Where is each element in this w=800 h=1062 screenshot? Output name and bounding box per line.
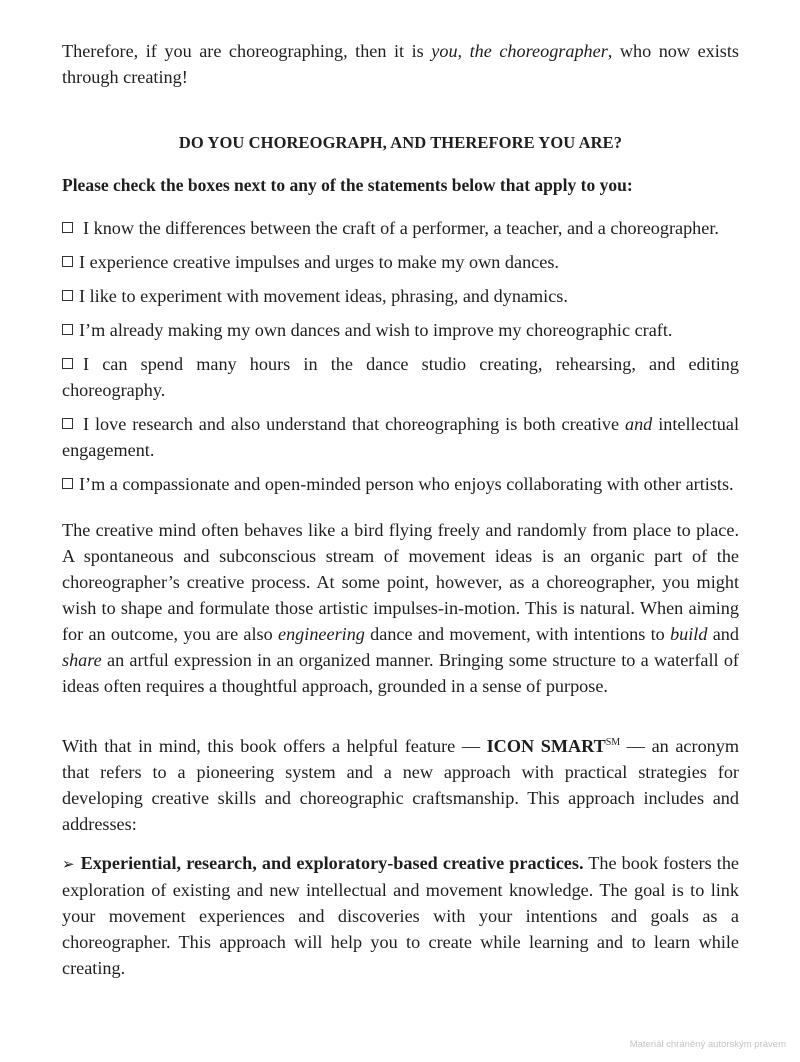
checklist-item-text: I know the differences between the craft of a performer, a teacher, and a choreographer. [83, 218, 719, 238]
body-paragraph-icon-smart [62, 733, 739, 837]
para-text: dance and movement, with intentions to [364, 624, 671, 644]
checklist-item-italic: and [624, 414, 653, 434]
para-text: an artful expression in an organized manner. Bringing some structure to a waterfall of ideas often requires a thoughtful approach, grounded in a sense of purpose. [62, 650, 739, 696]
service-mark: SM [605, 737, 621, 748]
checkbox[interactable] [62, 358, 73, 369]
checklist-item-text: I’m a compassionate and open-minded person who enjoys collaborating with other artists. [79, 474, 734, 494]
checklist-item [62, 317, 739, 343]
para-italic: share [62, 650, 102, 670]
checklist-item-text: I can spend many hours in the dance studio creating, rehearsing, and editing choreography. [62, 354, 739, 400]
checklist-item [62, 411, 739, 463]
section-heading: DO YOU CHOREOGRAPH, AND THEREFORE YOU ARE? [178, 133, 623, 152]
checkbox[interactable] [62, 478, 73, 489]
checkbox[interactable] [62, 324, 73, 335]
intro-text: Therefore, if you are choreographing, then it is [62, 41, 432, 61]
checkbox[interactable] [62, 222, 73, 233]
copyright-watermark: Materiál chráněný autorským právem [629, 1039, 786, 1050]
checklist-prompt: Please check the boxes next to any of the statements below that apply to you: [62, 175, 633, 195]
checklist-item [62, 283, 739, 309]
arrow-bullet-icon: ➢ [62, 855, 75, 873]
bullet-paragraph-experiential [62, 850, 739, 981]
para-italic: engineering [278, 624, 365, 644]
para-text: and [707, 624, 739, 644]
checklist-item-text: I love research and also understand that choreographing is both creative [83, 414, 625, 434]
checklist-item [62, 249, 739, 275]
body-paragraph-creative-mind [62, 517, 739, 699]
checkbox[interactable] [62, 418, 73, 429]
para-text: The book fosters the exploration of existing and new intellectual and movement knowledge. The goal is to link your movement experiences and discoveries with your intentions and goals as a choreographer. This approach will help you to create while learning and to learn while creating. [62, 853, 740, 978]
intro-paragraph [62, 38, 739, 90]
intro-text-end: , who now exists through creating! [62, 41, 739, 87]
icon-smart-term: ICON SMART [486, 736, 606, 756]
checklist [62, 215, 739, 505]
para-italic: build [670, 624, 708, 644]
checklist-item [62, 471, 739, 497]
checklist-item [62, 351, 739, 403]
checkbox[interactable] [62, 256, 73, 267]
checklist-item [62, 215, 739, 241]
checkbox[interactable] [62, 290, 73, 301]
checklist-item-text: I like to experiment with movement ideas, phrasing, and dynamics. [79, 286, 568, 306]
bullet-heading: Experiential, research, and exploratory-based creative practices. [80, 853, 584, 873]
intro-italic: you, the choreographer [431, 41, 608, 61]
checklist-item-text-end: intellectual engagement. [62, 414, 739, 460]
para-text: With that in mind, this book offers a helpful feature — [62, 736, 487, 756]
para-text: The creative mind often behaves like a bird flying freely and randomly from place to place. A spontaneous and subconscious stream of movement ideas is an organic part of the choreographer’s creative process. At some point, however, as a choreographer, you might wish to shape and formulate those artistic impulses-in-motion. This is natural. When aiming for an outcome, you are also [62, 520, 739, 644]
checklist-item-text: I experience creative impulses and urges to make my own dances. [79, 252, 559, 272]
checklist-item-text: I’m already making my own dances and wish to improve my choreographic craft. [79, 320, 673, 340]
para-text: — an acronym that refers to a pioneering system and a new approach with practical strategies for developing creative skills and choreographic craftsmanship. This approach includes and addresses: [62, 736, 739, 834]
